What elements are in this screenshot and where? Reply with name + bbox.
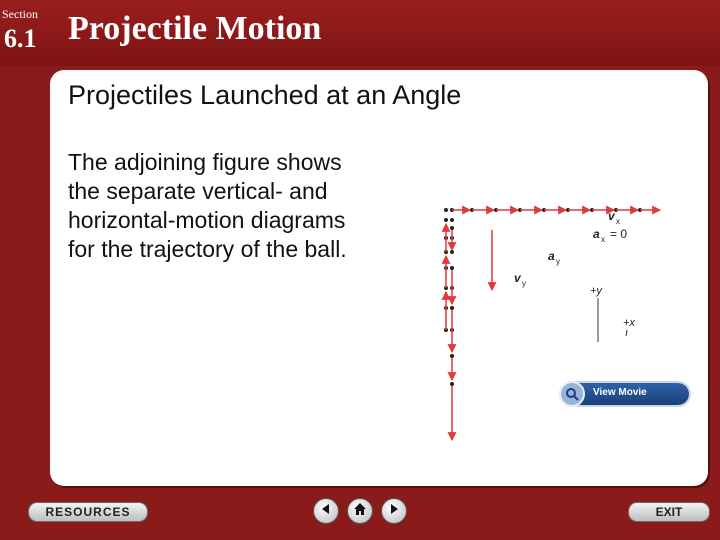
ay-subscript: y [556, 257, 560, 266]
view-movie-button[interactable] [561, 383, 689, 405]
vx-subscript: x [616, 217, 620, 226]
next-button[interactable] [381, 498, 407, 524]
vertical-velocity-arrows [446, 224, 452, 440]
home-icon [353, 502, 367, 521]
plus-x-label: +x [623, 317, 635, 329]
vx-label: v [608, 209, 615, 223]
section-label: Section [2, 7, 38, 21]
section-number: 6.1 [4, 24, 37, 53]
slide-body-text: The adjoining figure shows the separate vertical- and horizontal-motion diagrams for the trajectory of the ball. [68, 149, 347, 262]
slide-subtitle: Projectiles Launched at an Angle [68, 80, 462, 110]
vy-subscript: y [522, 279, 526, 288]
ax-value: = 0 [610, 227, 628, 241]
content-panel [50, 70, 708, 486]
motion-diagram [430, 190, 670, 455]
ax-subscript: x [601, 235, 605, 244]
magnifier-icon [559, 381, 585, 407]
ay-label: a [548, 249, 555, 263]
footer-bar [0, 490, 720, 540]
x-axis-tick [626, 330, 627, 336]
ax-label: a [593, 227, 600, 241]
previous-button[interactable] [313, 498, 339, 524]
exit-button[interactable]: EXIT [628, 502, 710, 522]
arrow-right-icon [388, 502, 400, 520]
view-movie-label: View Movie [593, 387, 647, 398]
plus-y-label: +y [590, 285, 602, 297]
header-bar [0, 0, 720, 66]
arrow-left-icon [320, 502, 332, 520]
resources-button[interactable]: RESOURCES [28, 502, 148, 522]
vy-label: v [514, 271, 521, 285]
page-title: Projectile Motion [68, 10, 322, 47]
home-button[interactable] [347, 498, 373, 524]
